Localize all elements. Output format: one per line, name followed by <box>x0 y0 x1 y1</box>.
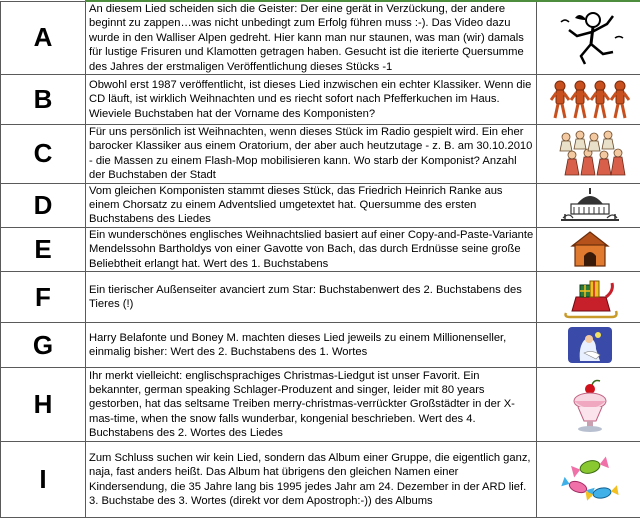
quiz-row-b <box>1 75 640 125</box>
quiz-row-f <box>1 272 640 323</box>
quiz-row-e <box>1 227 640 271</box>
quiz-row-c <box>1 125 640 184</box>
sleigh-icon <box>562 275 618 319</box>
row-letter: E <box>1 227 86 271</box>
clue-text: Für uns persönlich ist Weihnachten, wenn dieses Stück im Radio gespielt wird. Ein eher barocker Klassiker aus einem Oratorium, der aber auch heutzutage - z. B. am 30.10.2010 - die Massen zu einem Flash-Mop mobilisieren kann. Wo starb der Komponist? Anzahl der Buchstaben der Stadt <box>86 125 537 184</box>
row-letter: G <box>1 323 86 368</box>
row-letter: A <box>1 1 86 75</box>
clue-text: Harry Belafonte und Boney M. machten dieses Lied jeweils zu einem Millionenseller, einmalig bisher: Wert des 2. Buchstabens des 1. Wortes <box>86 323 537 368</box>
clue-text: An diesem Lied scheiden sich die Geister: Der eine gerät in Verzückung, der andere beginnt zu zappen…was nicht unbedingt zum Erfolg führen muss :-). Das Video dazu wurde in den Walliser Alpen gedreht. Hier kann man nur staunen, was man (wir) damals für lustige Frisuren und Klamotten getragen haben. Gesucht ist die iterierte Quersumme des Jahres der erstmaligen Veröffentlichung dieses Stücks -1 <box>86 1 537 75</box>
row-letter: H <box>1 368 86 442</box>
clue-text: Vom gleichen Komponisten stammt dieses Stück, das Friedrich Heinrich Ranke aus einem Chorsatz zu einem Adventslied umgetextet hat. Quersumme des ersten Buchstabens des Liedes <box>86 183 537 227</box>
nativity-mary-icon <box>566 325 614 365</box>
quiz-row-i <box>1 442 640 518</box>
jerusalem-dome-icon <box>559 186 621 224</box>
quiz-row-g <box>1 323 640 368</box>
quiz-row-d <box>1 183 640 227</box>
clue-text: Zum Schluss suchen wir kein Lied, sondern das Album einer Gruppe, die eigentlich ganz, naja, fast anders heißt. Das Album hat übrigens den gleichen Namen einer Kindersendung, die 35 Jahre lang bis 1995 jedes Jahr am 24. Dezember in der ARD lief. 3. Buchstabe des 3. Wortes (direkt vor dem Apostroph:-)) des Albums <box>86 442 537 518</box>
gingerbread-men-icon <box>550 78 630 122</box>
wrapped-candies-icon <box>558 453 622 507</box>
dog-house-icon <box>568 230 612 268</box>
clue-text: Ein wunderschönes englisches Weihnachtslied basiert auf einer Copy-and-Paste-Variante Mendelssohn Bartholdys von einer Gavotte von Bach, das durch Erdnüsse seine große Beliebtheit erlangt hat. Wert des 1. Buchstabens <box>86 227 537 271</box>
clue-text: Ein tierischer Außenseiter avanciert zum Star: Buchstabenwert des 2. Buchstabens des Tieres (!) <box>86 272 537 323</box>
row-letter: I <box>1 442 86 518</box>
clue-text: Ihr merkt vielleicht: englischsprachiges Christmas-Liedgut ist unser Favorit. Ein bekannter, german speaking Schlager-Produzent and singer, leider mit 80 years gestorben, hat das seltsame Treiben merry-christmas-verrückter Großstädter in der X-mas-time, when the snow falls wunderbar, kongenial beschrieben. Wert des 4. Buchstabens des 2. Wortes des Liedes <box>86 368 537 442</box>
cherry-dessert-icon <box>562 377 618 433</box>
row-letter: F <box>1 272 86 323</box>
quiz-row-h <box>1 368 640 442</box>
clue-text: Obwohl erst 1987 veröffentlicht, ist dieses Lied inzwischen ein echter Klassiker. Wenn die CD läuft, ist wirklich Weihnachten und es riecht sofort nach Pfefferkuchen im Haus. Wieviele Buchstaben hat der Vorname des Komponisten? <box>86 75 537 125</box>
row-letter: C <box>1 125 86 184</box>
dancing-figure-icon <box>555 8 625 68</box>
choir-angels-icon <box>554 129 626 179</box>
row-letter: D <box>1 183 86 227</box>
quiz-row-a <box>1 1 640 75</box>
row-letter: B <box>1 75 86 125</box>
